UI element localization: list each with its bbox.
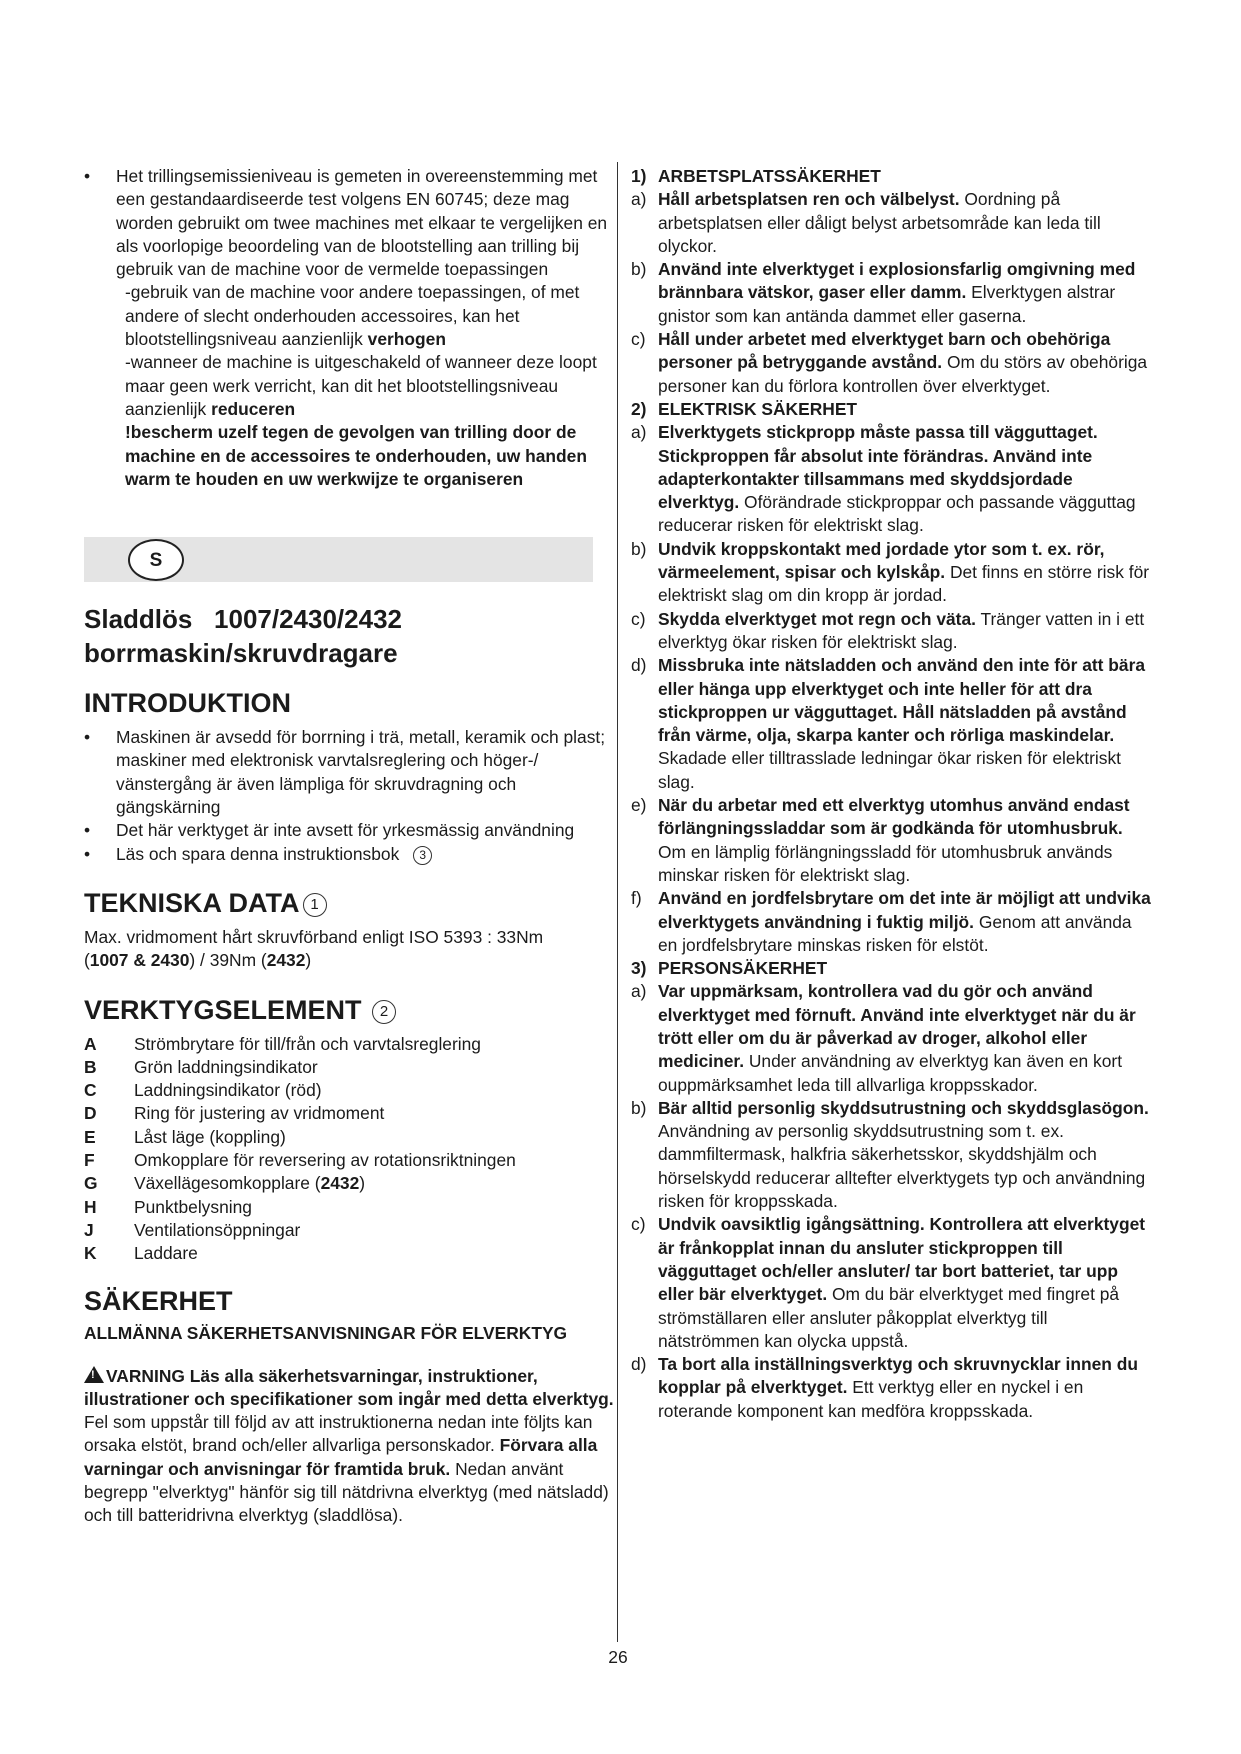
vibration-dash-2-text: -wanneer de machine is uitgeschakeld of wanneer deze loopt maar geen werk verricht, kan dit het blootstellingsniveau aanzienlijk xyxy=(125,352,597,419)
part-item xyxy=(84,1033,616,1056)
language-banner xyxy=(84,537,593,582)
figure-ref-1: 1 xyxy=(303,893,327,917)
tech-data-heading xyxy=(84,886,616,920)
vibration-text: • Het trillingsemissieniveau is gemeten in overeenstemming met een gestandaardiseerde test volgens EN 60745; deze mag worden gebruikt om twee machines met elkaar te vergelijken en als voorlopige beoordeling van de blootstelling aan trilling bij gebruik van de machine voor de vermelde toepassingen xyxy=(116,166,608,280)
rule-bold: Använd en jordfelsbrytare om det inte är möjligt att undvika elverktygets användning i fuktig miljö. xyxy=(658,888,1151,932)
rule-letter: e) xyxy=(631,795,647,816)
rule-letter: f) xyxy=(631,888,642,909)
part-text: Punktbelysning xyxy=(134,1196,252,1217)
intro-list xyxy=(84,726,616,866)
tech-data-text xyxy=(84,926,616,973)
part-letter: F xyxy=(84,1150,95,1171)
rule-bold: Håll under arbetet med elverktyget barn och obehöriga personer på betryggande avstånd. xyxy=(658,329,1111,373)
section-heading xyxy=(631,957,1153,980)
rule-text xyxy=(658,887,1153,957)
section-number: 3) xyxy=(631,958,647,979)
part-item xyxy=(84,1172,616,1195)
warning-triangle-icon xyxy=(84,1366,104,1383)
torque-text: Max. vridmoment hårt skruvförband enligt ISO 5393 : 33Nm xyxy=(84,926,544,947)
part-item xyxy=(84,1149,616,1172)
torque-paren-close: ) xyxy=(305,950,312,971)
rule-letter: a) xyxy=(631,981,647,1002)
part-item xyxy=(84,1242,616,1265)
product-title-line-2: borrmaskin/skruvdragare xyxy=(84,638,398,669)
rule-bold: Elverktygets stickpropp måste passa till vägguttaget. Stickproppen får absolut inte förändras. Använd inte adapterkontakter tillsammans med skyddsjordade elverktyg. xyxy=(658,422,1098,513)
rule-bold: Missbruka inte nätsladden och använd den inte för att bära eller hänga upp elverktyget och inte heller för att dra stickproppen ur vägguttaget. Håll nätsladden på avstånd från värme, olja, skarpa kanter och rörliga maskindelar. xyxy=(658,655,1146,746)
parts-list xyxy=(84,1033,616,1266)
part-letter: C xyxy=(84,1080,97,1101)
rule-plain: Oförändrade stickproppar och passande vägguttag reducerar risken för elektriskt slag. xyxy=(658,492,1136,536)
rule-text xyxy=(658,1213,1153,1353)
part-letter: J xyxy=(84,1219,94,1240)
language-badge: S xyxy=(128,539,184,581)
part-item xyxy=(84,1219,616,1242)
elements-heading-text: VERKTYGSELEMENT xyxy=(84,994,362,1025)
rule-item xyxy=(631,538,1153,608)
part-text: Grön laddningsindikator xyxy=(134,1056,318,1077)
rule-letter: b) xyxy=(631,538,647,559)
section-workplace xyxy=(631,165,1153,398)
rule-item xyxy=(631,1097,1153,1213)
rule-bold: Undvik oavsiktlig igångsättning. Kontrollera att elverktyget är frånkopplat innan du ansluter stickproppen till vägguttaget och/eller ansluter/ tar bort batteriet, tar upp eller bär elverktyget. xyxy=(658,1214,1146,1305)
rule-text xyxy=(658,421,1153,537)
part-item xyxy=(84,1126,616,1149)
rule-text xyxy=(658,538,1153,608)
rule-item xyxy=(631,188,1153,258)
rule-letter: c) xyxy=(631,329,646,350)
rule-plain: Oordning på arbetsplatsen eller dåligt belyst arbetsområde kan leda till olyckor. xyxy=(658,189,1101,256)
safety-subheading: ALLMÄNNA SÄKERHETSANVISNINGAR FÖR ELVERKTYG xyxy=(84,1322,568,1343)
rule-letter: c) xyxy=(631,1214,646,1235)
rule-item xyxy=(631,258,1153,328)
intro-item-3-text: Läs och spara denna instruktionsbok xyxy=(116,843,400,864)
vibration-dash-2-bold: reduceren xyxy=(211,398,296,419)
rule-text xyxy=(658,794,1153,887)
left-column xyxy=(84,165,616,1528)
product-title xyxy=(84,602,616,670)
part-letter: K xyxy=(84,1243,97,1264)
safety-warning-text-2: Nedan använt begrepp "elverktyg" hänför sig till nätdrivna elverktyg (med nätsladd) och till batteridrivna elverktyg (sladdlösa). xyxy=(84,1458,609,1526)
rule-bold: Undvik kroppskontakt med jordade ytor som t. ex. rör, värmeelement, spisar och kylskåp. xyxy=(658,538,1105,583)
part-letter: H xyxy=(84,1196,97,1217)
rule-plain: Om du bär elverktyget med fingret på strömställaren eller ansluter påkopplat elverktyg till nätströmmen kan olycka uppstå. xyxy=(658,1284,1120,1351)
rule-plain: Genom att använda en jordfelsbrytare minskas risken för elstöt. xyxy=(658,911,1132,955)
section-title: PERSONSÄKERHET xyxy=(658,958,828,979)
rule-item xyxy=(631,328,1153,398)
rule-plain: Tränger vatten in i ett elverktyg ökar risken för elektriskt slag. xyxy=(658,608,1145,652)
part-text: Laddare xyxy=(134,1243,198,1264)
part-item xyxy=(84,1102,616,1125)
part-letter: B xyxy=(84,1056,97,1077)
rule-item xyxy=(631,980,1153,1096)
part-text: Ventilationsöppningar xyxy=(134,1219,301,1240)
vibration-dash-1-bold: verhogen xyxy=(367,329,446,350)
part-text: Ring för justering av vridmoment xyxy=(134,1103,385,1124)
rule-letter: a) xyxy=(631,422,647,443)
rule-bold: När du arbetar med ett elverktyg utomhus använd endast förlängningssladdar som är godkända för utomhusbruk. xyxy=(658,795,1130,839)
elements-heading xyxy=(84,993,616,1027)
rule-plain: Skadade eller tilltrasslade ledningar ökar risken för elektriskt slag. xyxy=(658,748,1122,792)
part-text: Låst läge (koppling) xyxy=(134,1126,286,1147)
rule-text xyxy=(658,1353,1153,1423)
safety-warning-bold-2: Förvara alla varningar och anvisningar för framtida bruk. xyxy=(84,1435,598,1479)
intro-heading: INTRODUKTION xyxy=(84,688,291,719)
rule-plain: Om du störs av obehöriga personer kan du förlora kontrollen över elverktyget. xyxy=(658,352,1148,396)
part-letter: G xyxy=(84,1173,98,1194)
rule-letter: a) xyxy=(631,189,647,210)
part-item xyxy=(84,1196,616,1219)
part-letter: E xyxy=(84,1126,96,1147)
rule-bold: Använd inte elverktyget i explosionsfarlig omgivning med brännbara vätskor, gaser eller damm. xyxy=(658,259,1136,303)
right-column xyxy=(631,165,1153,1423)
vibration-warning: !bescherm uzelf tegen de gevolgen van trilling door de machine en de accessoires te onderhouden, uw handen warm te houden en uw werkwijze te organiseren xyxy=(125,422,587,489)
vibration-bullet-list xyxy=(84,165,616,491)
rule-plain: Det finns en större risk för elektriskt slag om din kropp är jordad. xyxy=(658,562,1150,606)
rule-item xyxy=(631,608,1153,655)
part-text-main: Växellägesomkopplare ( xyxy=(134,1173,321,1194)
rule-item xyxy=(631,421,1153,537)
rule-item xyxy=(631,1213,1153,1353)
rule-text xyxy=(658,608,1153,655)
part-text: Strömbrytare för till/från och varvtalsreglering xyxy=(134,1033,481,1054)
safety-heading: SÄKERHET xyxy=(84,1285,233,1316)
rule-plain: Om en lämplig förlängningssladd för utomhusbruk används minskar risken för elektriskt slag. xyxy=(658,841,1113,885)
part-text xyxy=(134,1172,365,1195)
rule-item xyxy=(631,1353,1153,1423)
safety-warning-text: Fel som uppstår till följd av att instruktionerna nedan inte följts kan orsaka elstöt, brand och/eller allvarliga personskador. xyxy=(84,1412,593,1456)
part-letter: D xyxy=(84,1103,97,1124)
rule-plain: Under användning av elverktyg kan även en kort ouppmärksamhet leda till allvarliga kroppsskador. xyxy=(658,1051,1123,1095)
rule-plain: Användning av personlig skyddsutrustning som t. ex. dammfiltermask, halkfria säkerhetsskor, skyddshjälm och hörselskydd reducerar alltefter elverktygets typ och användning risken för kroppsskada. xyxy=(658,1121,1146,1212)
rule-plain: Ett verktyg eller en nyckel i en roterande komponent kan medföra kroppsskada. xyxy=(658,1377,1084,1421)
section-electrical xyxy=(631,398,1153,957)
column-divider xyxy=(617,162,618,1642)
section-title: ELEKTRISK SÄKERHET xyxy=(658,398,858,419)
product-title-line-1: Sladdlös 1007/2430/2432 xyxy=(84,604,402,635)
rule-letter: d) xyxy=(631,1354,647,1375)
rule-letter: d) xyxy=(631,655,647,676)
section-number: 1) xyxy=(631,166,647,186)
part-letter: A xyxy=(84,1033,97,1054)
safety-warning xyxy=(84,1365,616,1528)
vibration-bullet xyxy=(84,165,616,491)
rule-item xyxy=(631,654,1153,794)
page-number: 26 xyxy=(608,1647,628,1667)
rule-item xyxy=(631,887,1153,957)
vibration-dash-1 xyxy=(116,281,616,351)
torque-models-b: 2432 xyxy=(266,950,306,971)
part-item xyxy=(84,1079,616,1102)
rule-text xyxy=(658,654,1153,794)
rule-text xyxy=(658,980,1153,1096)
vibration-dash-2 xyxy=(116,351,616,421)
rule-bold: Skydda elverktyget mot regn och väta. xyxy=(658,608,976,629)
rule-letter: c) xyxy=(631,608,646,629)
part-text: Laddningsindikator (röd) xyxy=(134,1080,322,1101)
rule-letter: b) xyxy=(631,1097,647,1118)
rule-bold: Ta bort alla inställningsverktyg och skruvnycklar innen du kopplar på elverktyget. xyxy=(658,1354,1138,1398)
rule-item xyxy=(631,794,1153,887)
torque-mid: ) / 39Nm ( xyxy=(189,950,267,971)
part-text-model: 2432 xyxy=(320,1173,360,1194)
intro-item-2: • Det här verktyget är inte avsett för yrkesmässig användning xyxy=(84,819,616,842)
tech-data-heading-text: TEKNISKA DATA xyxy=(84,887,300,918)
safety-warning-bold: VARNING Läs alla säkerhetsvarningar, instruktioner, illustrationer och specifikationer som ingår med detta elverktyg. xyxy=(84,1365,614,1409)
rule-text xyxy=(658,188,1153,258)
rule-text xyxy=(658,258,1153,328)
section-heading xyxy=(631,165,1153,188)
rule-bold: Var uppmärksam, kontrollera vad du gör och använd elverktyget med förnuft. Använd inte elverktyget när du är trött eller om du är påverkad av droger, alkohol eller mediciner. xyxy=(658,981,1136,1072)
rule-bold: Håll arbetsplatsen ren och välbelyst. xyxy=(658,189,960,210)
rule-plain: Elverktygen alstrar gnistor som kan antända dammet eller gaserna. xyxy=(658,282,1116,326)
part-text: Omkopplare för reversering av rotationsriktningen xyxy=(134,1150,516,1171)
rule-text xyxy=(658,328,1153,398)
torque-paren-open: ( xyxy=(84,950,90,971)
figure-ref-3: 3 xyxy=(413,846,432,865)
section-title: ARBETSPLATSSÄKERHET xyxy=(658,166,881,186)
intro-item-1: • Maskinen är avsedd för borrning i trä, metall, keramik och plast; maskiner med elektronisk varvtalsreglering och höger-/ vänstergång är även lämpliga för skruvdragning och gängskärning xyxy=(84,726,616,819)
section-heading xyxy=(631,398,1153,421)
part-item xyxy=(84,1056,616,1079)
intro-item-3 xyxy=(84,843,616,866)
figure-ref-2: 2 xyxy=(372,1000,396,1024)
part-text-after: ) xyxy=(359,1173,366,1194)
torque-models-a: 1007 & 2430 xyxy=(89,950,190,971)
section-number: 2) xyxy=(631,398,647,419)
rule-text xyxy=(658,1097,1153,1213)
rule-letter: b) xyxy=(631,259,647,280)
rule-bold: Bär alltid personlig skyddsutrustning och skyddsglasögon. xyxy=(658,1097,1149,1118)
section-personal xyxy=(631,957,1153,1423)
vibration-dash-1-text: -gebruik van de machine voor andere toepassingen, of met andere of slecht onderhouden accessoires, kan het blootstellingsniveau aanzienlijk xyxy=(125,282,580,350)
